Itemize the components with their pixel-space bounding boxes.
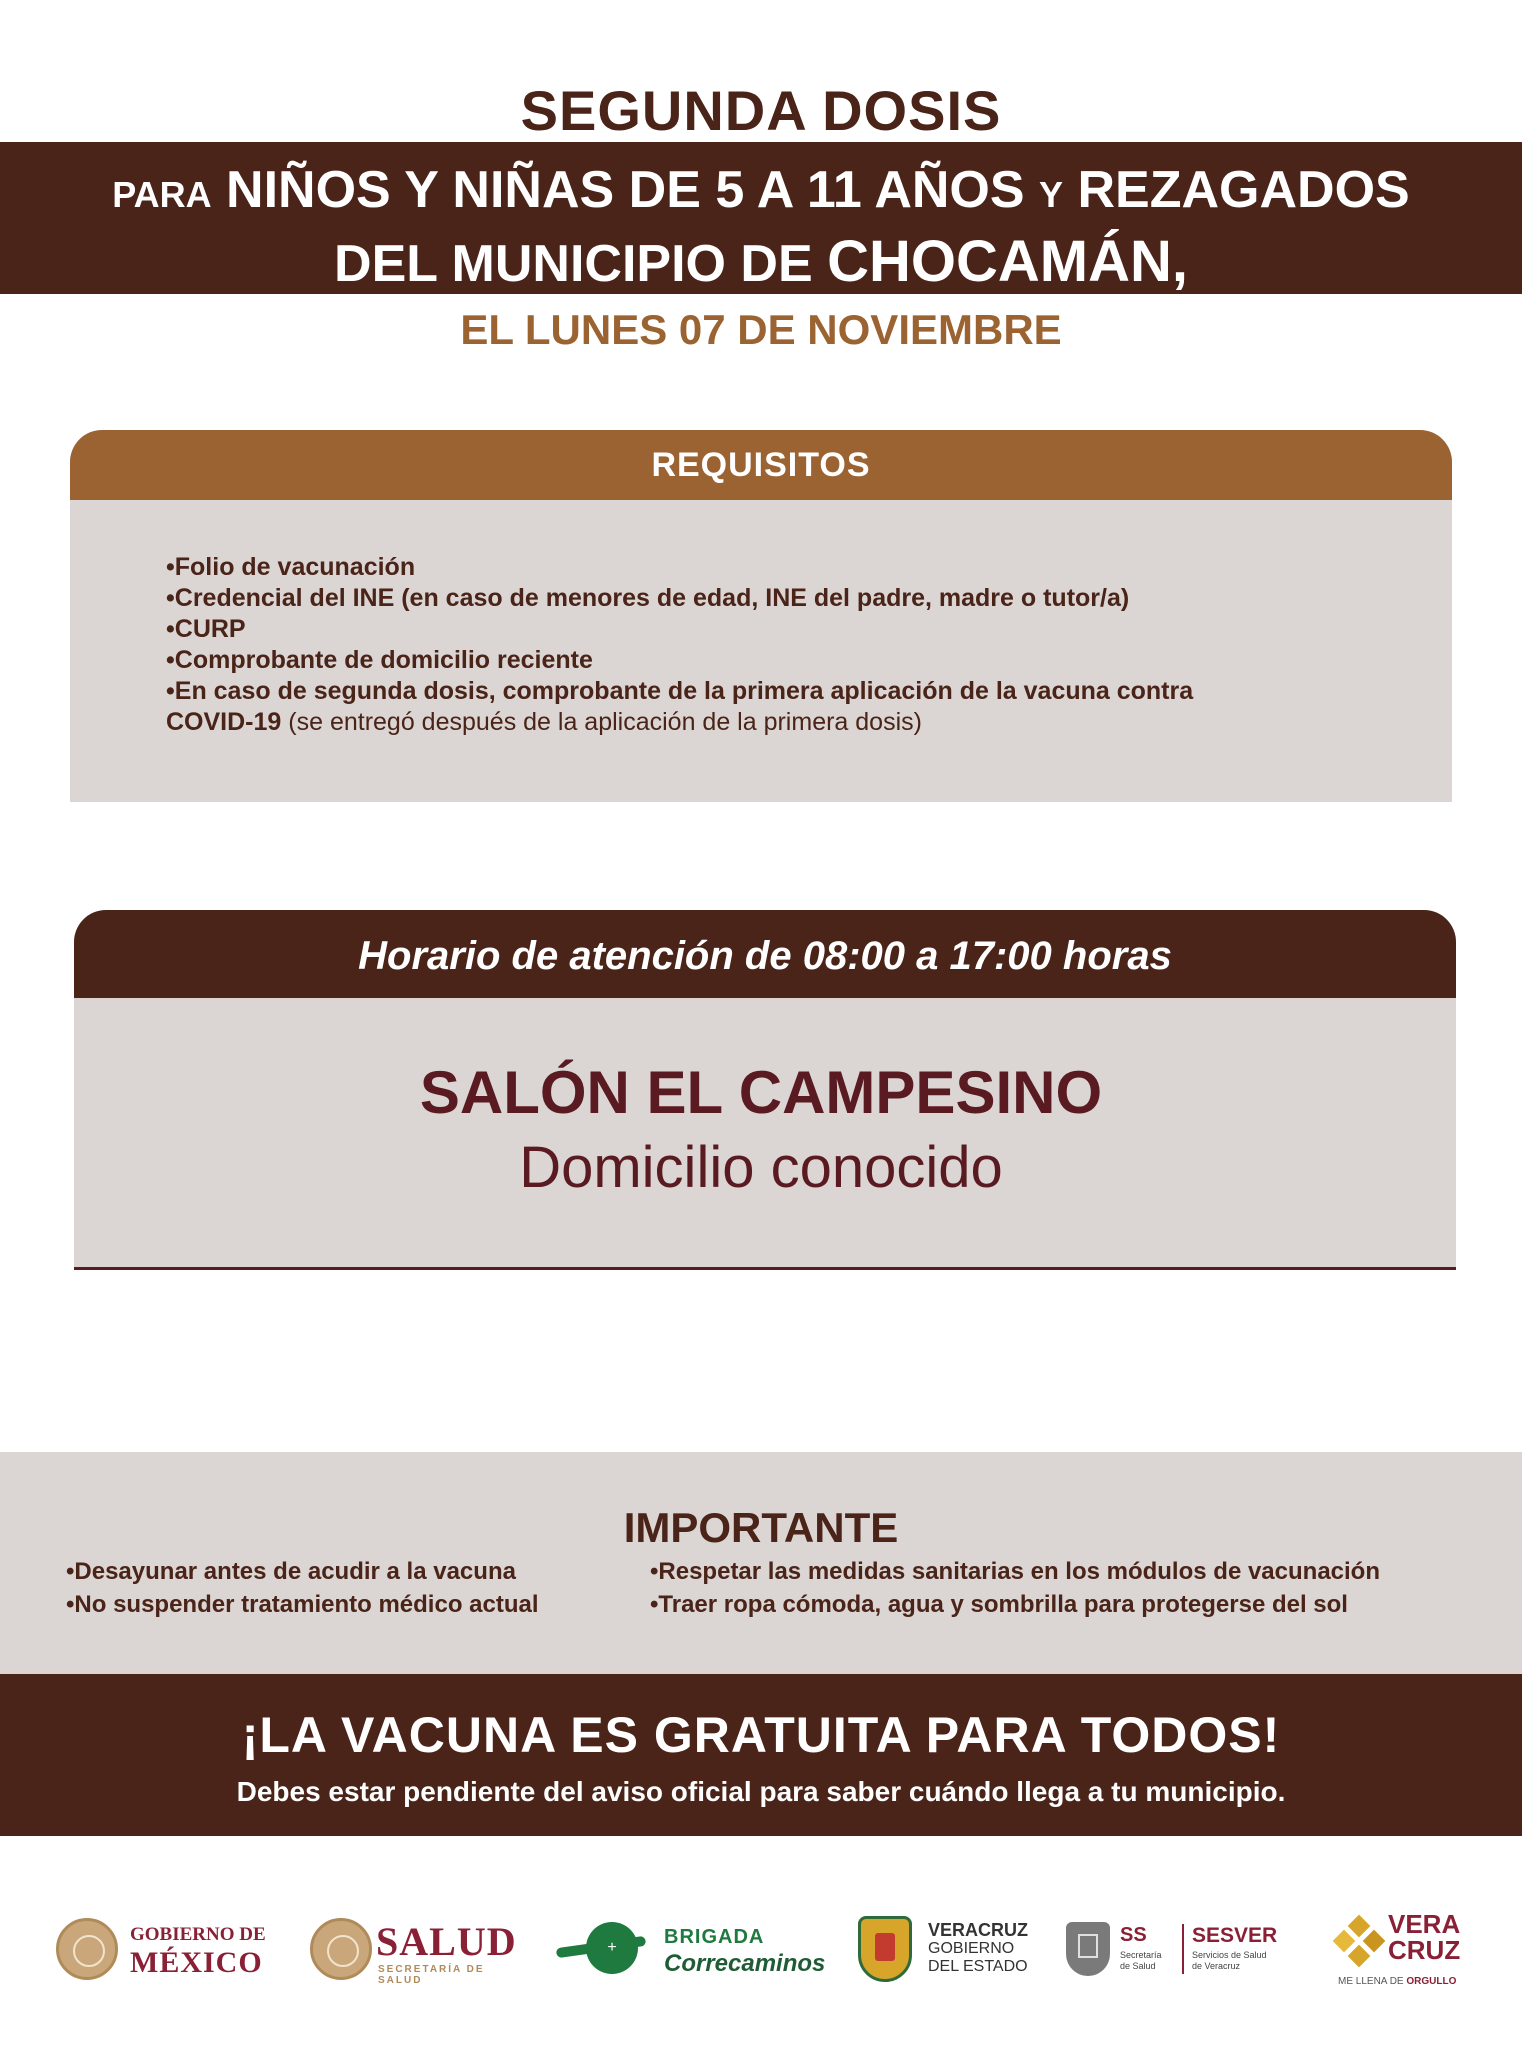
ss-shield-icon: [1066, 1922, 1110, 1976]
veracruz-orgullo-logo: [1336, 1908, 1476, 2004]
title-line-2: [0, 228, 1522, 295]
title-para: PARA: [112, 174, 212, 215]
requisito-continuation: [166, 707, 1366, 738]
veracruz-gob-2: GOBIERNO: [928, 1940, 1015, 1957]
gobierno-mexico-logo: [56, 1910, 276, 1990]
veracruz-slogan-1: ME LLENA DE: [1338, 1976, 1404, 1987]
gob-mexico-top: GOBIERNO DE: [130, 1924, 266, 1945]
brigada-correcaminos-logo: [558, 1910, 828, 1990]
ss-sub-1: Secretaría: [1120, 1950, 1162, 1960]
importante-item: • Respetar las medidas sanitarias en los módulos de vacunación: [650, 1558, 1380, 1586]
correcaminos-text: Correcaminos: [664, 1950, 826, 1977]
veracruz-gob-1: VERACRUZ: [928, 1920, 1029, 1940]
requisito-item: • Folio de vacunación: [166, 552, 1366, 583]
title-rezagados: REZAGADOS: [1077, 161, 1410, 219]
sesver-sub-1: Servicios de Salud: [1192, 1950, 1267, 1960]
title-y: Y: [1039, 174, 1064, 215]
horario-header: Horario de atención de 08:00 a 17:00 horas: [74, 910, 1456, 998]
requisitos-list: [166, 552, 1366, 738]
national-seal-icon: [310, 1918, 372, 1980]
veracruz-gob-3: DEL ESTADO: [928, 1958, 1028, 1975]
free-vaccine-band: [0, 1674, 1522, 1836]
importante-title: IMPORTANTE: [623, 1504, 899, 1551]
brigada-text: BRIGADA: [664, 1926, 765, 1948]
ss-sub-2: de Salud: [1120, 1961, 1156, 1971]
salud-logo: [310, 1910, 530, 1990]
requisito-covid: COVID-19: [166, 708, 282, 736]
cruz-text: CRUZ: [1388, 1935, 1461, 1965]
requisito-item: • En caso de segunda dosis, comprobante de la primera aplicación de la vacuna contra: [166, 676, 1366, 707]
salud-text: SALUD: [376, 1919, 517, 1964]
national-seal-icon: [56, 1918, 118, 1980]
title-band: [0, 142, 1522, 294]
event-date: EL LUNES 07 DE NOVIEMBRE: [460, 306, 1062, 353]
veracruz-slogan: [1338, 1976, 1456, 1987]
title-line-1: [0, 160, 1522, 220]
salud-sub: SECRETARÍA DE SALUD: [378, 1964, 485, 1986]
importante-item: • Traer ropa cómoda, agua y sombrilla para protegerse del sol: [650, 1591, 1348, 1619]
place-name: SALÓN EL CAMPESINO: [419, 1059, 1103, 1126]
veracruz-gobierno-logo: [858, 1910, 1028, 1990]
requisito-note: (se entregó después de la aplicación de la primera dosis): [288, 708, 922, 736]
importante-item: • Desayunar antes de acudir a la vacuna: [66, 1558, 516, 1586]
veracruz-slogan-2: ORGULLO: [1406, 1976, 1457, 1987]
requisito-item: • Comprobante de domicilio reciente: [166, 645, 1366, 676]
logo-divider: [1182, 1924, 1184, 1974]
sesver-sub-2: de Veracruz: [1192, 1961, 1241, 1971]
free-vaccine-subtitle: Debes estar pendiente del aviso oficial para saber cuándo llega a tu municipio.: [236, 1776, 1286, 1807]
coat-of-arms-icon: [858, 1916, 912, 1982]
gob-mexico-bottom: MÉXICO: [130, 1946, 263, 1979]
place-address: Domicilio conocido: [519, 1135, 1003, 1200]
veracruz-pattern-icon: [1336, 1918, 1382, 1964]
title-municipio-name: CHOCAMÁN,: [827, 229, 1188, 294]
sesver-text: SESVER: [1192, 1924, 1278, 1947]
title-ninos: NIÑOS Y NIÑAS DE 5 A 11 AÑOS: [226, 161, 1025, 219]
roadrunner-icon: +: [586, 1922, 638, 1974]
requisito-item: • Credencial del INE (en caso de menores de edad, INE del padre, madre o tutor/a): [166, 583, 1366, 614]
requisito-item: • CURP: [166, 614, 1366, 645]
importante-item: • No suspender tratamiento médico actual: [66, 1591, 539, 1619]
requisitos-header: REQUISITOS: [70, 430, 1452, 500]
free-vaccine-title: ¡LA VACUNA ES GRATUITA PARA TODOS!: [241, 1707, 1281, 1763]
vera-text: VERA: [1388, 1909, 1461, 1939]
ss-text: SS: [1120, 1924, 1147, 1946]
ss-sesver-logo: [1066, 1910, 1306, 1990]
main-title: SEGUNDA DOSIS: [520, 79, 1002, 142]
title-municipio-label: DEL MUNICIPIO DE: [334, 235, 813, 293]
